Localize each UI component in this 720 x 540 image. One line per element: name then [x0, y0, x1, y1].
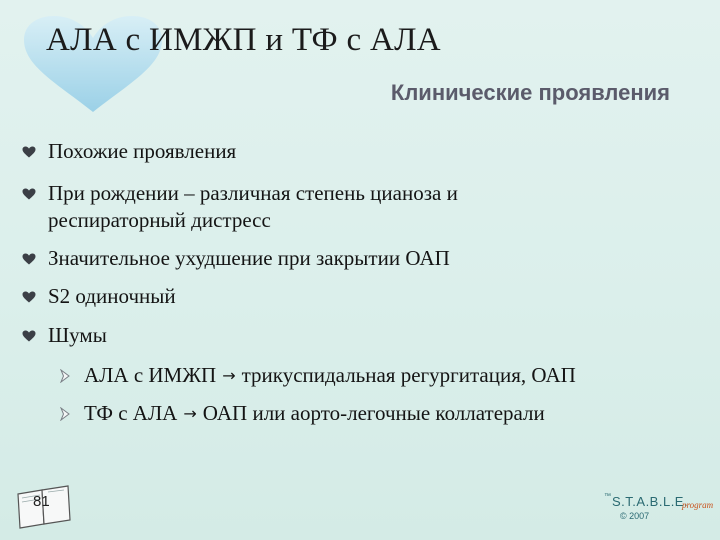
sub-bullet-right: ОАП или аорто-легочные коллатерали: [202, 401, 545, 425]
logo-copyright: © 2007: [620, 511, 650, 521]
heart-icon: [22, 245, 42, 272]
sub-bullet-left: АЛА с ИМЖП: [84, 363, 217, 387]
heart-icon: [22, 322, 42, 349]
bullet-text: При рождении – различная степень цианоза и респираторный дистресс: [48, 181, 458, 232]
heart-icon: [22, 138, 42, 165]
sub-bullet-left: ТФ с АЛА: [84, 401, 178, 425]
right-arrow-icon: →: [183, 404, 197, 423]
bullet-text: Похожие проявления: [48, 139, 237, 163]
bullet-item: [22, 180, 568, 234]
bullet-item: [22, 138, 658, 165]
slide-title: АЛА с ИМЖП и ТФ с АЛА: [46, 22, 441, 58]
sub-bullet-item: [60, 362, 576, 389]
bullet-text: Шумы: [48, 323, 107, 347]
bullet-item: [22, 245, 658, 272]
bullet-item: [22, 322, 658, 349]
logo-name: S.T.A.B.L.E.: [612, 494, 689, 509]
logo-trademark: ™: [604, 493, 611, 500]
page-number: 81: [33, 493, 50, 510]
heart-icon: [22, 180, 42, 207]
slide-subtitle: Клинические проявления: [390, 80, 670, 105]
heart-icon: [22, 283, 42, 310]
logo-tagline: program: [682, 500, 714, 510]
bullet-text: Значительное ухудшение при закрытии ОАП: [48, 246, 450, 270]
sub-bullet-item: [60, 400, 545, 427]
sub-bullet-right: трикуспидальная регургитация, ОАП: [241, 363, 576, 387]
arrowhead-icon: [60, 369, 76, 383]
arrowhead-icon: [60, 407, 76, 421]
bullet-item: [22, 283, 658, 310]
bullet-text: S2 одиночный: [48, 284, 176, 308]
right-arrow-icon: →: [222, 366, 236, 385]
